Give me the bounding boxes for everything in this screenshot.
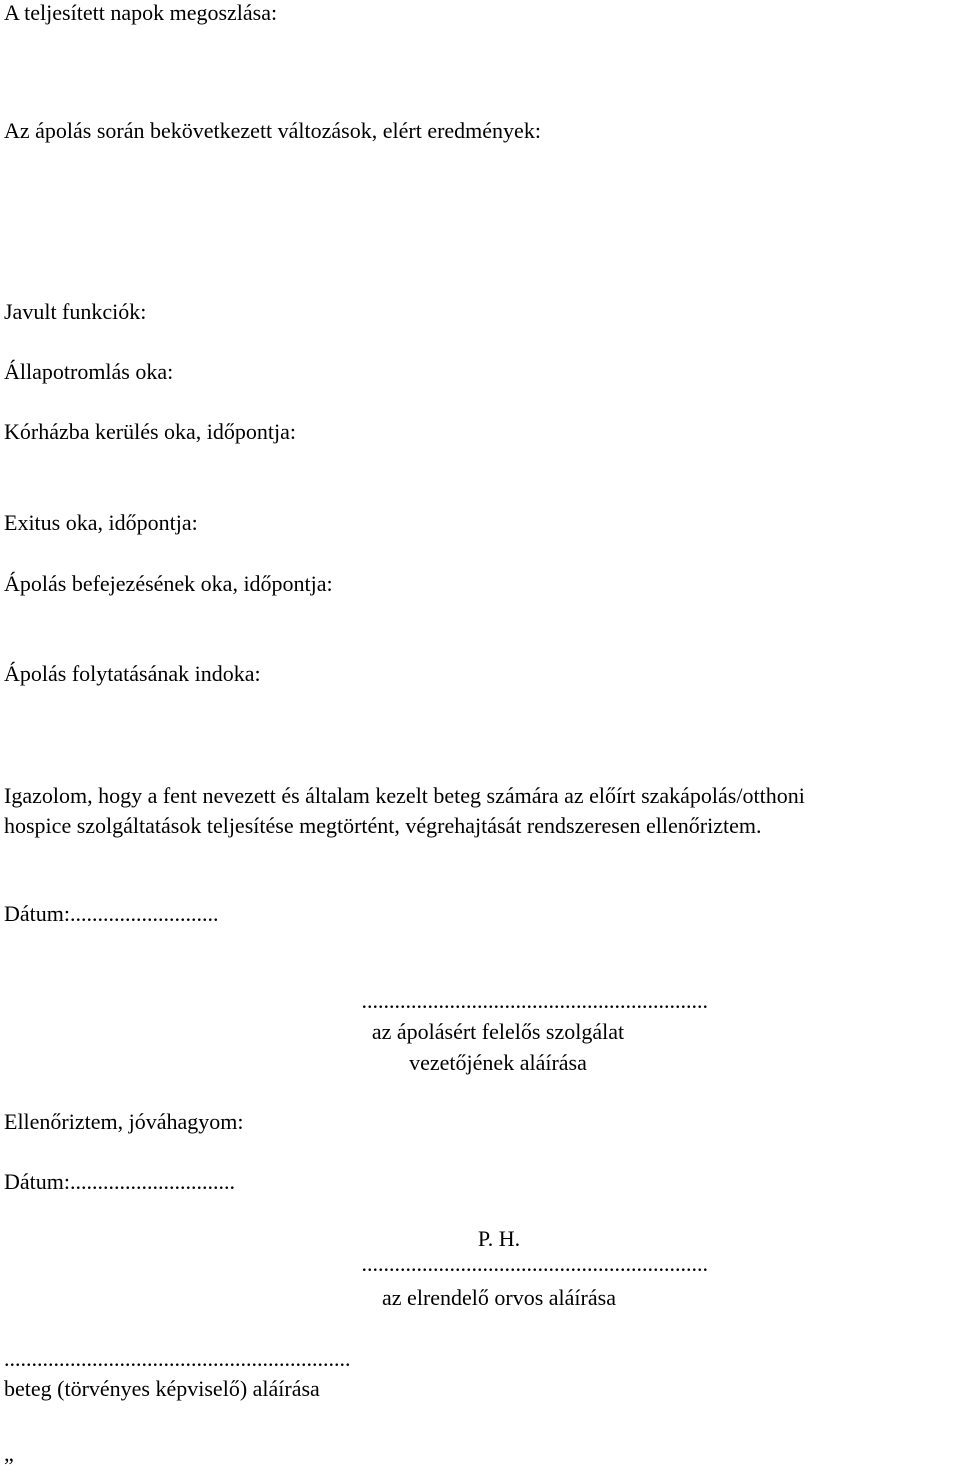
- care-continuation-label: Ápolás folytatásának indoka:: [4, 661, 261, 686]
- certification-line-1: Igazolom, hogy a fent nevezett és általam kezelt beteg számára az előírt szakápolás/otthoni: [4, 783, 805, 808]
- footer-quote-mark: „: [4, 1441, 14, 1466]
- changes-results-label: Az ápolás során bekövetkezett változások, elért eredmények:: [4, 118, 541, 143]
- service-signature-line-2: vezetőjének aláírása: [409, 1050, 587, 1075]
- stamp-placeholder: P. H.: [477, 1226, 521, 1251]
- service-signature-line-1: az ápolásért felelős szolgálat: [371, 1019, 625, 1044]
- approval-label: Ellenőriztem, jóváhagyom:: [4, 1109, 244, 1134]
- approval-date-field: Dátum:..............................: [4, 1169, 235, 1194]
- patient-signature-label: beteg (törvényes képviselő) aláírása: [4, 1376, 320, 1401]
- doctor-signature-dots: ...............................................................: [361, 1251, 708, 1276]
- exitus-reason-label: Exitus oka, időpontja:: [4, 510, 198, 535]
- date-field-1: Dátum:...........................: [4, 901, 219, 926]
- care-end-reason-label: Ápolás befejezésének oka, időpontja:: [4, 571, 333, 596]
- service-signature-dots: ...............................................................: [361, 988, 708, 1013]
- doctor-signature-label: az elrendelő orvos aláírása: [382, 1285, 616, 1310]
- patient-signature-dots: ...............................................................: [4, 1346, 351, 1371]
- doctor-signature-block: [290, 1225, 708, 1312]
- service-signature-block: [288, 987, 708, 1077]
- improved-functions-label: Javult funkciók:: [4, 299, 147, 324]
- hospital-reason-label: Kórházba kerülés oka, időpontja:: [4, 419, 297, 444]
- deterioration-reason-label: Állapotromlás oka:: [4, 359, 174, 384]
- days-distribution-label: A teljesített napok megoszlása:: [4, 0, 278, 25]
- certification-line-2: hospice szolgáltatások teljesítése megtörtént, végrehajtását rendszeresen ellenőriztem.: [4, 813, 762, 838]
